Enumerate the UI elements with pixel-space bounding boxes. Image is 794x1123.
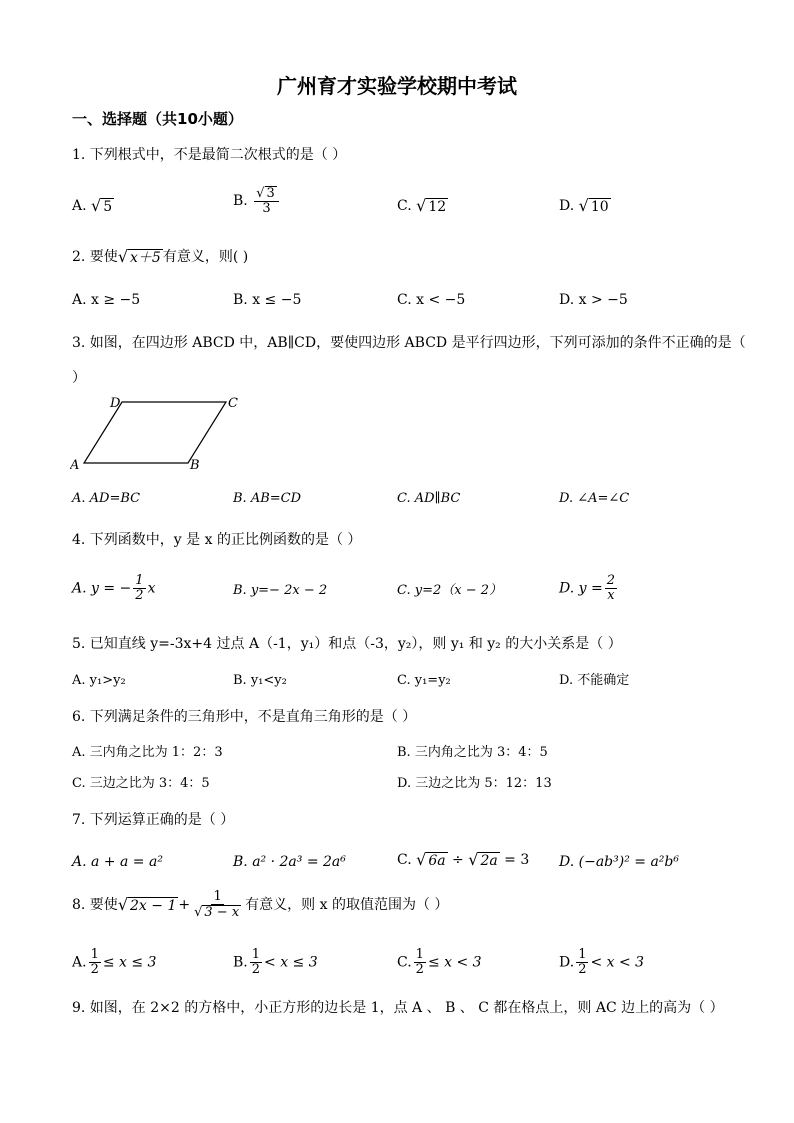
q5-option-a: A. y₁>y₂ [72, 673, 126, 688]
q7-option-b: B. a² · 2a³ = 2a⁶ [233, 854, 346, 870]
question-4-stem: 4. 下列函数中，y 是 x 的正比例函数的是（ ） [72, 532, 362, 548]
q3-option-a: A. AD=BC [72, 491, 141, 506]
page-title: 广州育才实验学校期中考试 [277, 74, 517, 98]
question-1-stem: 1. 下列根式中，不是最简二次根式的是（ ） [72, 147, 347, 163]
q1-option-b: B. √ 3 3 [233, 186, 281, 216]
q2-option-d: D. x > −5 [559, 292, 628, 308]
question-3-stem: 3. 如图，在四边形 ABCD 中，AB∥CD，要使四边形 ABCD 是平行四边形，下列可添加的条件不正确的是（ [72, 335, 746, 351]
q2-option-b: B. x ≤ −5 [233, 292, 302, 308]
q4-option-b: B. y=− 2x − 2 [233, 583, 328, 598]
q3-option-d: D. ∠A=∠C [559, 491, 630, 506]
question-8-stem: 8. 要使 √ 2x − 1 + 1 √ 3 − x 有意义，则 x 的取值范围为（ ） [72, 889, 449, 920]
q4-option-d: D. y = $\frac{2}{x}$ [559, 573, 615, 603]
question-5-stem: 5. 已知直线 y=-3x+4 过点 A（-1，y₁）和点（-3，y₂），则 y₁ 和 y₂ 的大小关系是（ ） [72, 636, 622, 652]
q2-option-a: A. x ≥ −5 [72, 292, 141, 308]
q6-option-d: D. 三边之比为 5：12：13 [397, 776, 552, 791]
q8-option-b: B. $\frac{1}{2}$ < x ≤ 3 [233, 947, 318, 977]
q1-option-c: C. √ 12 [397, 196, 447, 215]
q6-option-b: B. 三内角之比为 3：4：5 [397, 745, 548, 760]
q8-option-c: C. $\frac{1}{2}$ ≤ x < 3 [397, 947, 482, 977]
q8-option-d: D. $\frac{1}{2}$ < x < 3 [559, 947, 645, 977]
parallelogram-figure [70, 393, 260, 475]
q6-option-a: A. 三内角之比为 1：2：3 [72, 745, 223, 760]
q1-option-d: D. √ 10 [559, 196, 609, 215]
q5-option-b: B. y₁<y₂ [233, 673, 287, 688]
q5-option-d: D. 不能确定 [559, 673, 630, 688]
q8-option-a: A. $\frac{1}{2}$ ≤ x ≤ 3 [72, 947, 157, 977]
question-2-stem: 2. 要使 √ x＋5 有意义，则( ) [72, 247, 249, 266]
question-6-stem: 6. 下列满足条件的三角形中，不是直角三角形的是（ ） [72, 709, 417, 725]
q7-option-c: C. √ 6a ÷ √ 2a = 3 [397, 850, 530, 869]
q1-option-a: A. √ 5 [72, 196, 113, 215]
q4-option-c: C. y=2（x − 2） [397, 583, 503, 598]
question-9-stem: 9. 如图，在 2×2 的方格中，小正方形的边长是 1，点 A 、 B 、 C 都在格点上，则 AC 边上的高为（ ） [72, 1000, 724, 1016]
vertex-label-a: A [70, 458, 80, 473]
q2-option-c: C. x < −5 [397, 292, 466, 308]
q5-option-c: C. y₁=y₂ [397, 673, 451, 688]
q4-option-a: A. y = − $\frac{1}{2}$ x [72, 573, 156, 603]
q7-option-d: D. (−ab³)² = a²b⁶ [559, 854, 679, 870]
vertex-label-d: D [110, 396, 121, 411]
question-3-stem-cont: ） [72, 370, 86, 386]
section-heading: 一、选择题（共10小题） [72, 110, 243, 128]
question-7-stem: 7. 下列运算正确的是（ ） [72, 812, 235, 828]
vertex-label-b: B [190, 458, 200, 473]
q7-option-a: A. a + a = a² [72, 854, 163, 870]
q3-option-c: C. AD∥BC [397, 491, 461, 506]
q3-option-b: B. AB=CD [233, 491, 302, 506]
vertex-label-c: C [228, 396, 238, 411]
parallelogram-shape [84, 402, 226, 463]
q6-option-c: C. 三边之比为 3：4：5 [72, 776, 210, 791]
